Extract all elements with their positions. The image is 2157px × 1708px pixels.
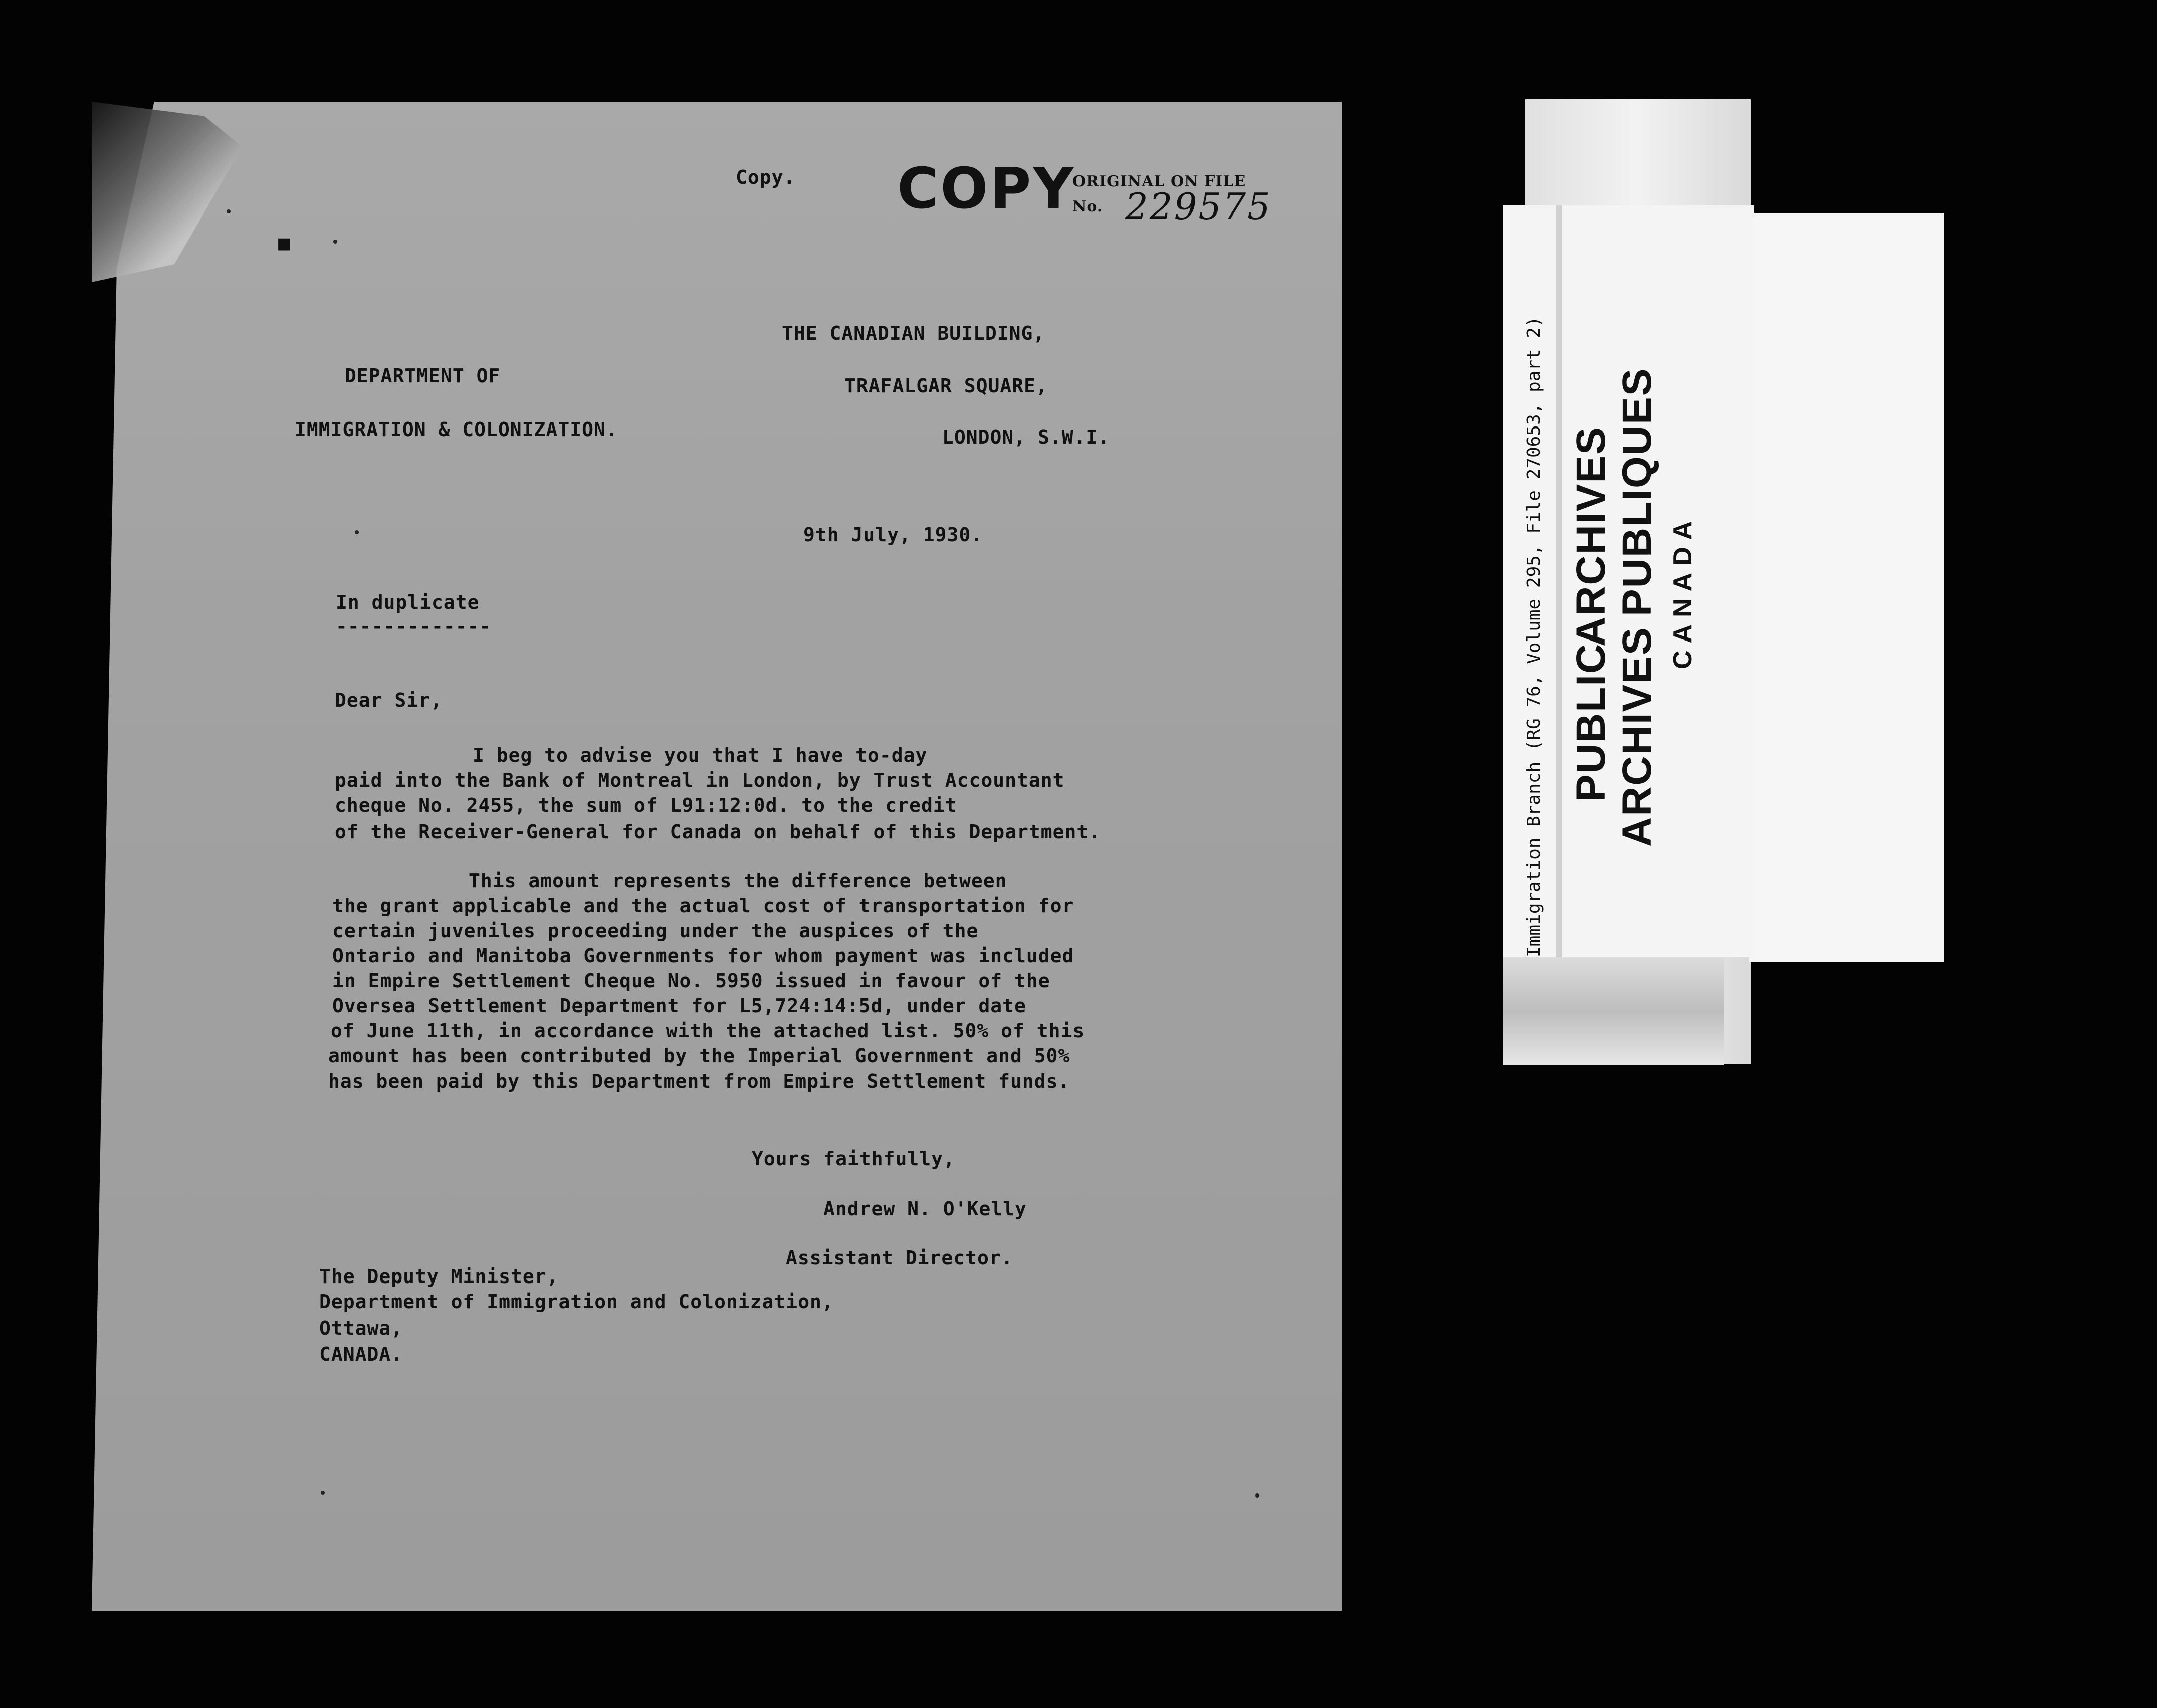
archive-spine-text: Immigration Branch (RG 76, Volume 295, File 270653, part 2) [1524, 316, 1544, 957]
department-line-2: IMMIGRATION & COLONIZATION. [295, 418, 618, 441]
paragraph-2-line: This amount represents the difference between [469, 870, 1007, 892]
paper-speck [333, 240, 337, 244]
paper-speck [355, 530, 359, 534]
archive-stamp-public: PUBLIC [1568, 643, 1614, 802]
paragraph-2-line: amount has been contributed by the Imperial Government and 50% [328, 1045, 1070, 1067]
file-number-label: No. [1072, 198, 1103, 216]
archive-stamp-archives-fr: ARCHIVES [1614, 626, 1660, 847]
department-line-1: DEPARTMENT OF [345, 365, 501, 387]
paper-speck [1255, 1493, 1259, 1498]
in-duplicate-underline: ------------- [336, 615, 492, 637]
paper-speck [227, 209, 231, 213]
paragraph-2-line: Ontario and Manitoba Governments for whom payment was included [332, 945, 1074, 967]
recipient-line: CANADA. [319, 1343, 403, 1365]
paragraph-2-line: the grant applicable and the actual cost of transportation for [332, 895, 1074, 917]
paragraph-2-line: in Empire Settlement Cheque No. 5950 issued in favour of the [332, 970, 1050, 992]
closing: Yours faithfully, [752, 1148, 955, 1170]
paragraph-1-line: cheque No. 2455, the sum of L91:12:0d. to the credit [335, 794, 957, 816]
archive-label-divider [1556, 205, 1562, 967]
salutation: Dear Sir, [335, 689, 443, 711]
paragraph-2-line: Oversea Settlement Department for L5,724:14:5d, under date [332, 995, 1026, 1017]
address-line-1: THE CANADIAN BUILDING, [782, 322, 1045, 344]
paragraph-2-line: of June 11th, in accordance with the attached list. 50% of this [331, 1020, 1085, 1042]
recipient-line: Department of Immigration and Colonization, [319, 1291, 834, 1313]
recipient-line: The Deputy Minister, [319, 1265, 559, 1288]
archive-card-right [1749, 213, 1944, 962]
archive-stamp-publiques: PUBLIQUES [1614, 367, 1660, 616]
paragraph-1-line: of the Receiver-General for Canada on behalf of this Department. [335, 821, 1101, 843]
signer-name: Andrew N. O'Kelly [823, 1198, 1027, 1220]
paragraph-2-line: certain juveniles proceeding under the auspices of the [332, 920, 979, 942]
letter-date: 9th July, 1930. [803, 524, 983, 546]
paragraph-1-line: I beg to advise you that I have to-day [473, 744, 928, 766]
recipient-line: Ottawa, [319, 1317, 403, 1339]
archive-stamp-canada: CANADA [1668, 514, 1697, 669]
letter-page [92, 102, 1342, 1611]
file-number-handwritten: 229575 [1125, 185, 1272, 228]
address-line-2: TRAFALGAR SQUARE, [844, 375, 1048, 397]
archive-stamp-archives-en: ARCHIVES [1568, 426, 1614, 647]
archive-tab-bottom [1503, 957, 1724, 1065]
in-duplicate: In duplicate [336, 591, 480, 613]
signer-title: Assistant Director. [786, 1247, 1013, 1269]
paper-speck [321, 1491, 325, 1495]
paragraph-1-line: paid into the Bank of Montreal in London, by Trust Accountant [335, 769, 1065, 791]
copy-label: Copy. [736, 166, 796, 188]
paragraph-2-line: has been paid by this Department from Empire Settlement funds. [328, 1070, 1070, 1092]
corner-mark: ■ [278, 232, 291, 255]
copy-stamp: COPY [897, 156, 1076, 222]
address-line-3: LONDON, S.W.I. [942, 426, 1110, 448]
original-on-file-stamp: ORIGINAL ON FILE [1072, 173, 1246, 190]
